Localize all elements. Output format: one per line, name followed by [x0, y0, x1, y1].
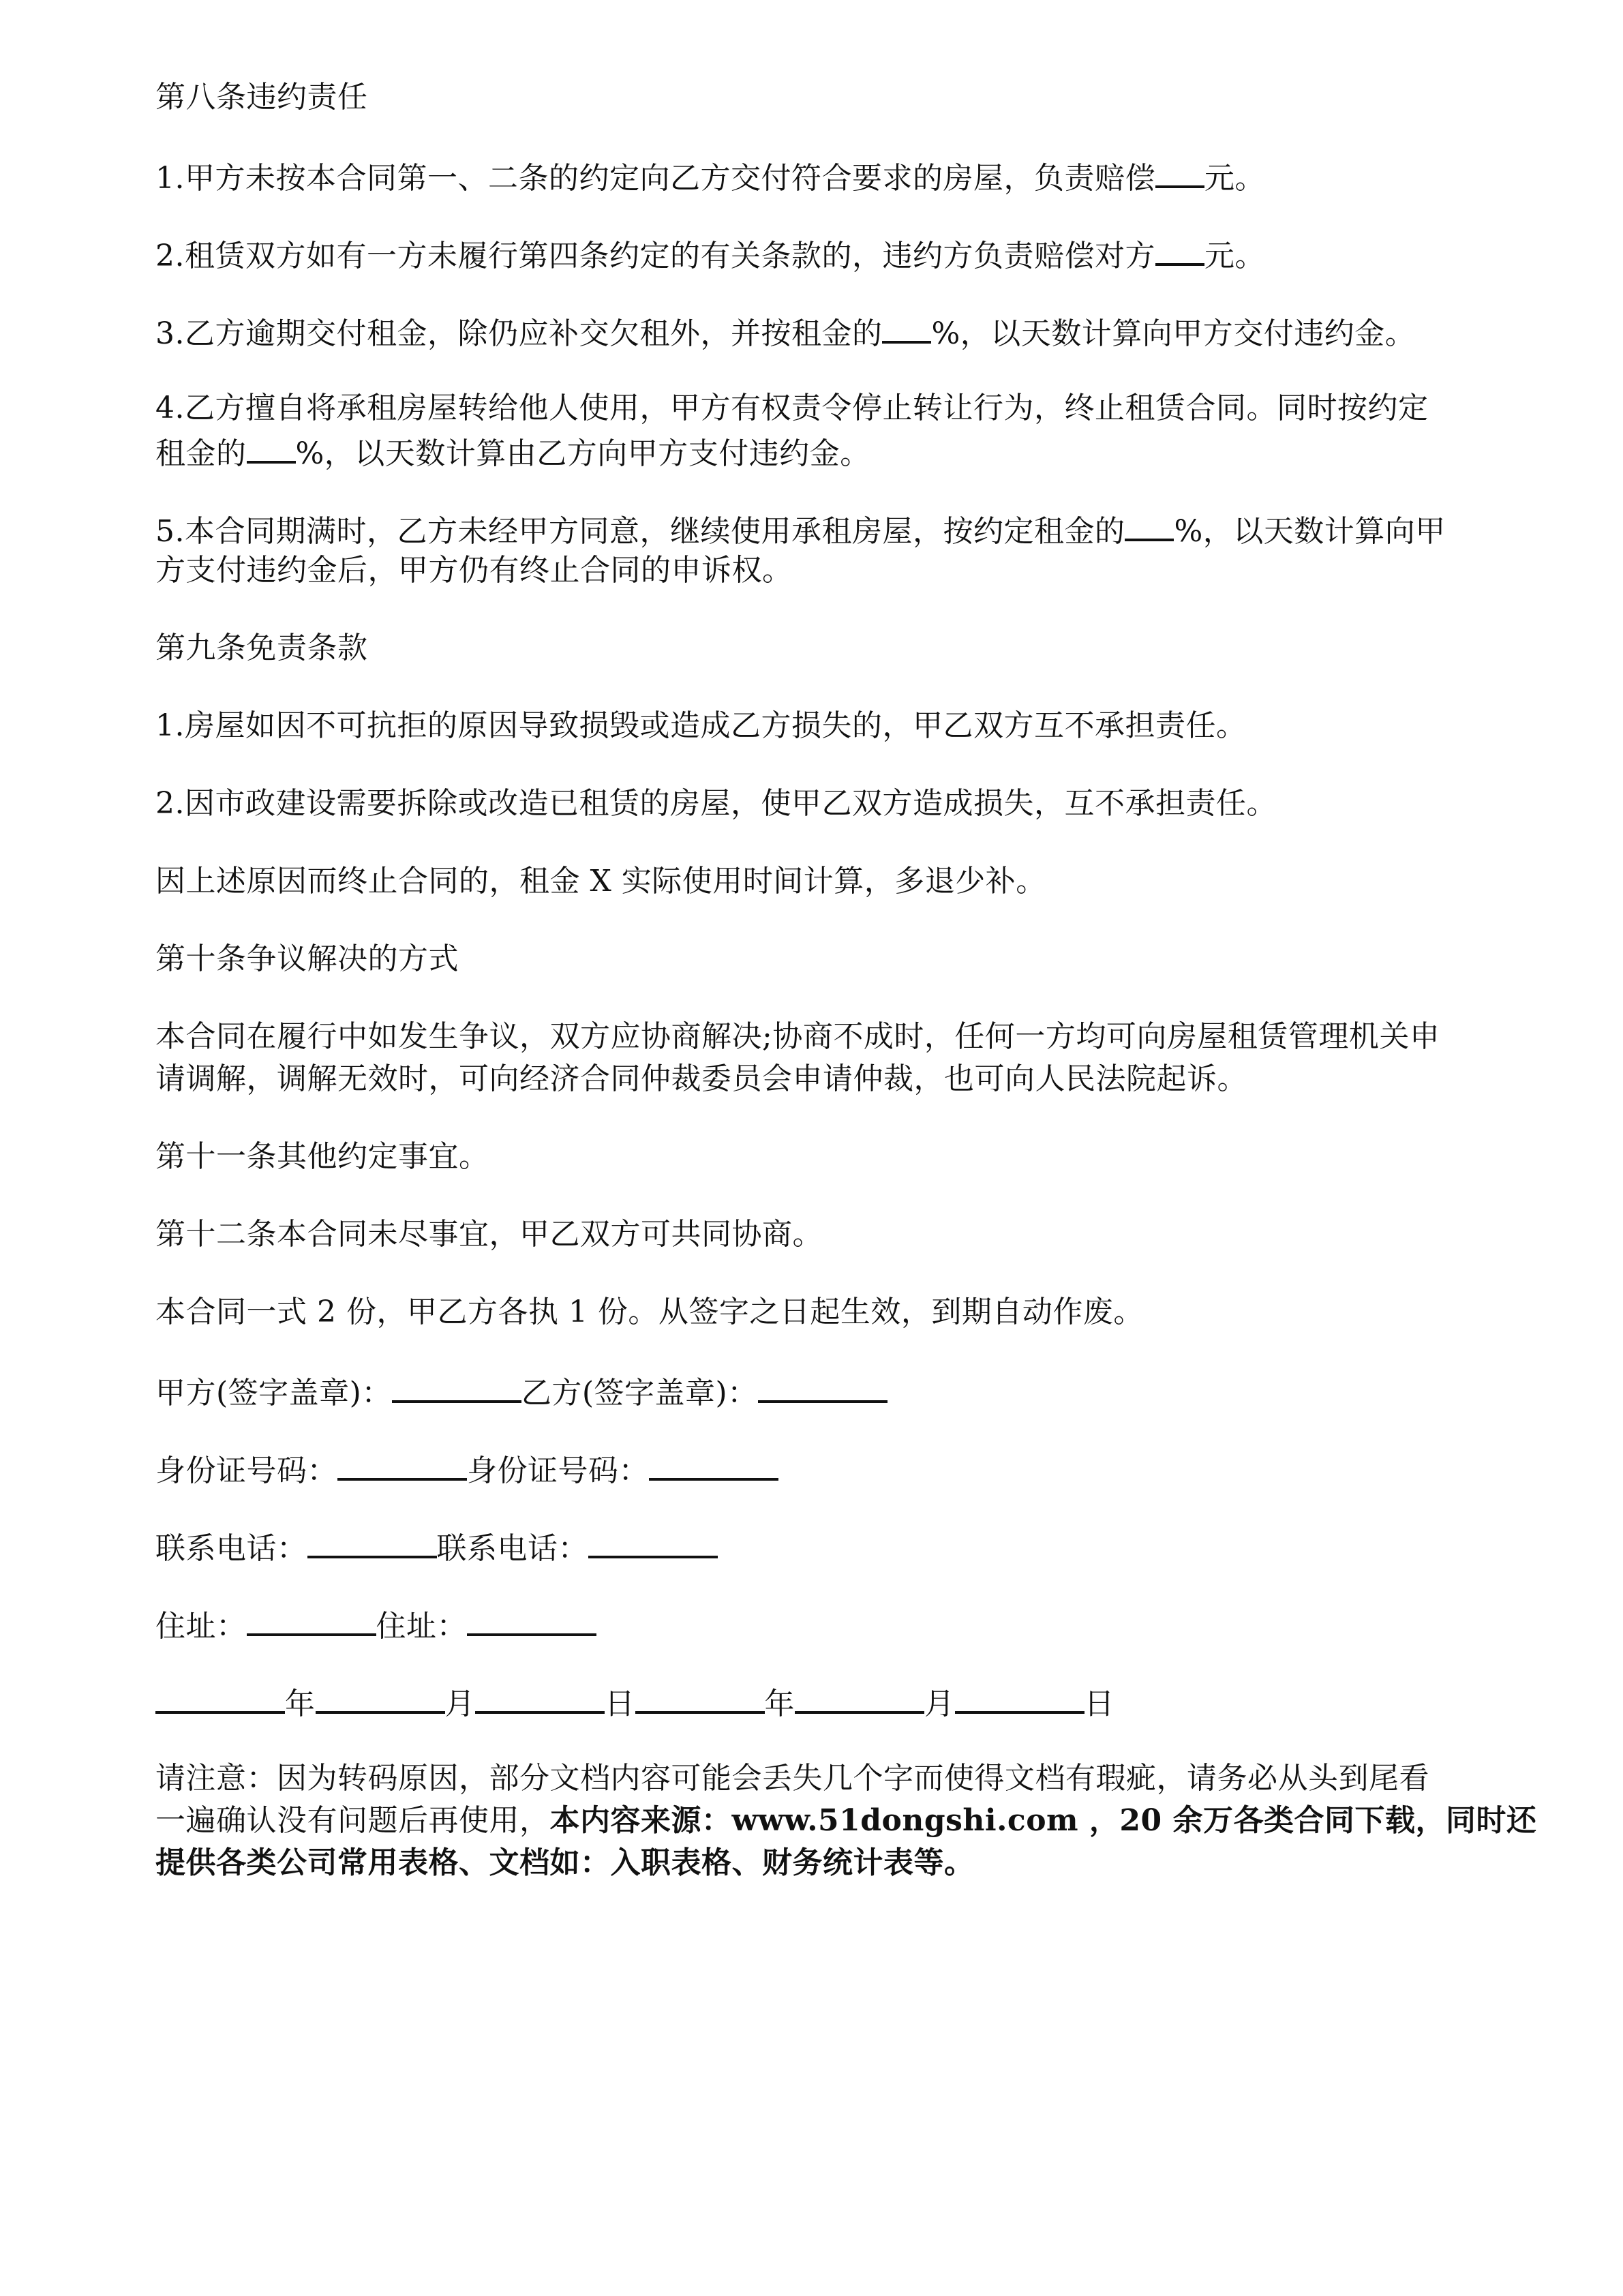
article-10-title: 第十条争议解决的方式	[155, 941, 459, 976]
party-a-signature-blank[interactable]	[392, 1369, 521, 1403]
article-8-item-3: 3.乙方逾期交付租金，除仍应补交欠租外，并按租金的 %，以天数计算向甲方交付违约金。	[155, 309, 1471, 355]
address-row: 住址： 住址：	[155, 1602, 1471, 1648]
month-b-blank[interactable]	[795, 1680, 924, 1714]
month-a-blank[interactable]	[316, 1680, 445, 1714]
article-8-item-2: 2.租赁双方如有一方未履行第四条约定的有关条款的，违约方负责赔偿对方 元。	[155, 232, 1471, 277]
article-8-item-5-cont: 方支付违约金后，甲方仍有终止合同的申诉权。	[155, 553, 793, 588]
article-10-text: 本合同在履行中如发生争议，双方应协商解决;协商不成时，任何一方均可向房屋租赁管理机关申	[155, 1019, 1440, 1054]
article-11: 第十一条其他约定事宜。	[155, 1139, 489, 1174]
notice-line-2: 一遍确认没有问题后再使用，本内容来源：www.51dongshi.com ，20 余万各类合同下载，同时还	[155, 1803, 1537, 1838]
party-b-phone-blank[interactable]	[588, 1524, 718, 1558]
article-8-title: 第八条违约责任	[155, 80, 368, 115]
date-row: 年 月 日 年 月 日	[155, 1680, 1471, 1725]
signature-row: 甲方(签字盖章)： 乙方(签字盖章)：	[155, 1369, 1471, 1415]
blank[interactable]	[882, 309, 931, 344]
article-9-title: 第九条免责条款	[155, 631, 368, 665]
day-b-blank[interactable]	[955, 1680, 1084, 1714]
blank[interactable]	[247, 429, 296, 464]
article-12: 第十二条本合同未尽事宜，甲乙双方可共同协商。	[155, 1217, 823, 1252]
article-9-note: 因上述原因而终止合同的，租金 X 实际使用时间计算，多退少补。	[155, 864, 1046, 898]
notice-line-1: 请注意：因为转码原因，部分文档内容可能会丢失几个字而使得文档有瑕疵，请务必从头到尾看	[155, 1761, 1429, 1796]
blank[interactable]	[1155, 154, 1204, 188]
article-10-text-cont: 请调解，调解无效时，可向经济合同仲裁委员会申请仲裁，也可向人民法院起诉。	[155, 1061, 1247, 1096]
blank[interactable]	[1125, 507, 1174, 541]
party-a-id-blank[interactable]	[337, 1447, 467, 1481]
day-a-blank[interactable]	[475, 1680, 605, 1714]
article-8-item-4: 4.乙方擅自将承租房屋转给他人使用，甲方有权责令停止转让行为，终止租赁合同。同时按约定	[155, 391, 1429, 425]
party-a-address-blank[interactable]	[247, 1602, 376, 1636]
party-b-signature-blank[interactable]	[758, 1369, 888, 1403]
notice-line-3: 提供各类公司常用表格、文档如：入职表格、财务统计表等。	[155, 1845, 975, 1880]
phone-row: 联系电话： 联系电话：	[155, 1524, 1471, 1570]
party-b-id-blank[interactable]	[649, 1447, 778, 1481]
article-9-item-1: 1.房屋如因不可抗拒的原因导致损毁或造成乙方损失的，甲乙双方互不承担责任。	[155, 708, 1247, 743]
blank[interactable]	[1155, 232, 1204, 266]
article-9-item-2: 2.因市政建设需要拆除或改造已租赁的房屋，使甲乙双方造成损失，互不承担责任。	[155, 786, 1277, 821]
article-8-item-5: 5.本合同期满时，乙方未经甲方同意，继续使用承租房屋，按约定租金的 %，以天数计算向甲	[155, 507, 1471, 553]
article-8-item-4-cont: 租金的 %，以天数计算由乙方向甲方支付违约金。	[155, 429, 1471, 475]
source-text: 本内容来源：www.51dongshi.com ，20 余万各类合同下载，同时还	[549, 1803, 1537, 1838]
year-b-blank[interactable]	[635, 1680, 765, 1714]
id-number-row: 身份证号码： 身份证号码：	[155, 1447, 1471, 1492]
copies-clause: 本合同一式 2 份，甲乙方各执 1 份。从签字之日起生效，到期自动作废。	[155, 1295, 1144, 1329]
article-8-item-1: 1.甲方未按本合同第一、二条的约定向乙方交付符合要求的房屋，负责赔偿 元。	[155, 154, 1471, 200]
party-a-phone-blank[interactable]	[307, 1524, 437, 1558]
year-a-blank[interactable]	[155, 1680, 285, 1714]
party-b-address-blank[interactable]	[467, 1602, 596, 1636]
